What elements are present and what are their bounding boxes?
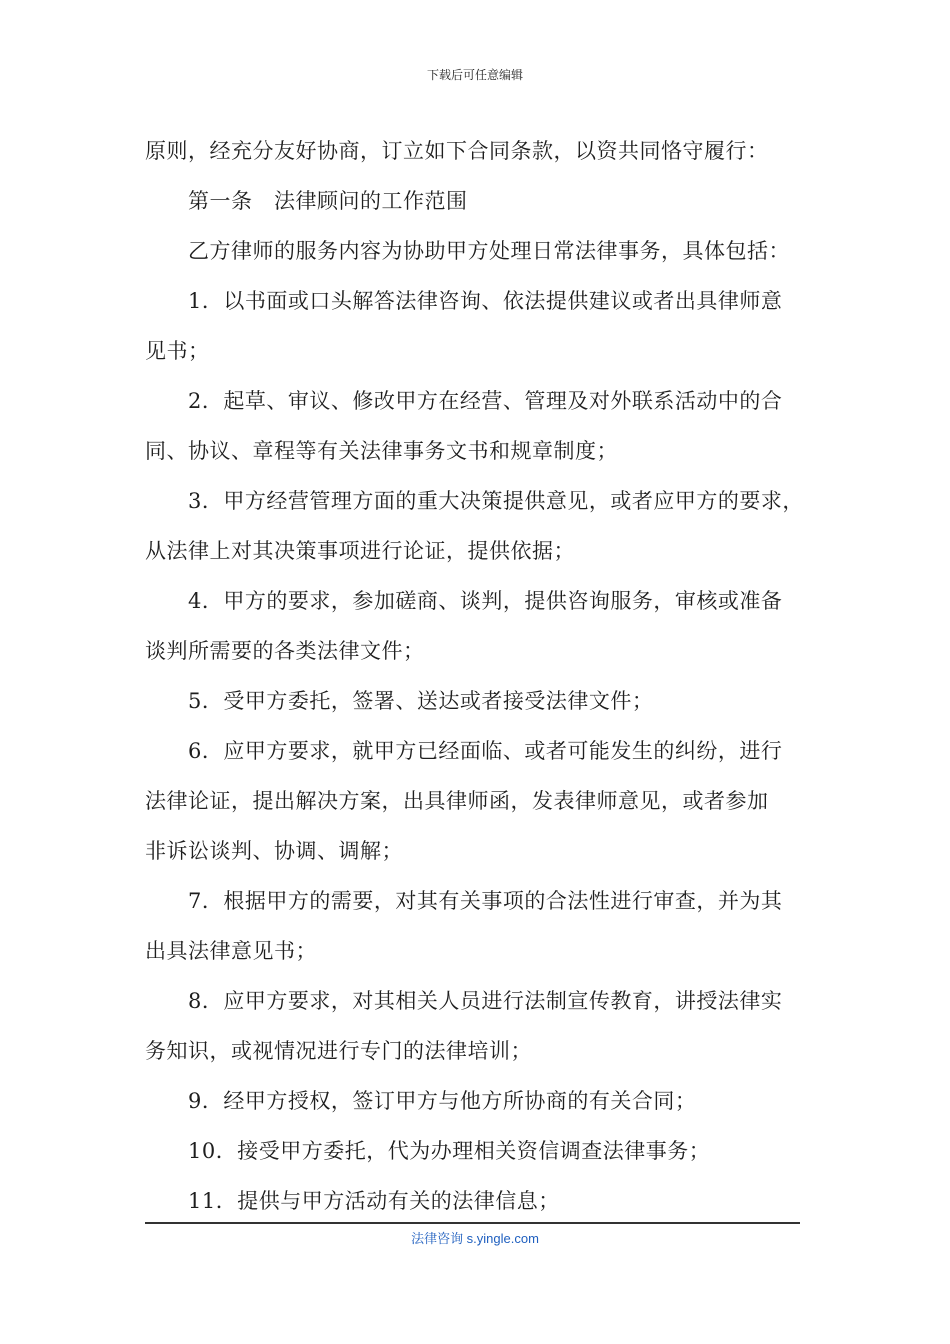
text-line: 务知识，或视情况进行专门的法律培训； xyxy=(145,1039,532,1063)
text-line: 出具法律意见书； xyxy=(145,939,317,963)
text-line: 见书； xyxy=(145,339,210,363)
text-line: 非诉讼谈判、协调、调解； xyxy=(145,839,403,863)
text-line: 第一条 法律顾问的工作范围 xyxy=(188,189,468,213)
text-line: 乙方律师的服务内容为协助甲方处理日常法律事务，具体包括： xyxy=(188,239,790,263)
page-header: 下载后可任意编辑 xyxy=(426,68,523,82)
document-body xyxy=(145,126,810,1226)
text-line: 原则，经充分友好协商，订立如下合同条款，以资共同恪守履行： xyxy=(145,139,769,163)
text-line: 3．甲方经营管理方面的重大决策提供意见，或者应甲方的要求， xyxy=(188,489,804,513)
text-line: 谈判所需要的各类法律文件； xyxy=(145,639,425,663)
footer-link[interactable]: 法律咨询 s.yingle.com xyxy=(411,1231,539,1246)
text-line: 4．甲方的要求，参加磋商、谈判，提供咨询服务，审核或准备 xyxy=(188,589,783,613)
text-line: 11．提供与甲方活动有关的法律信息； xyxy=(188,1189,560,1213)
text-line: 同、协议、章程等有关法律事务文书和规章制度； xyxy=(145,439,618,463)
text-line: 5．受甲方委托，签署、送达或者接受法律文件； xyxy=(188,689,654,713)
text-line: 1．以书面或口头解答法律咨询、依法提供建议或者出具律师意 xyxy=(188,289,783,313)
footer-divider xyxy=(145,1222,800,1224)
text-line: 从法律上对其决策事项进行论证，提供依据； xyxy=(145,539,575,563)
text-line: 6．应甲方要求，就甲方已经面临、或者可能发生的纠纷，进行 xyxy=(188,739,783,763)
text-line: 2．起草、审议、修改甲方在经营、管理及对外联系活动中的合 xyxy=(188,389,783,413)
text-line: 8．应甲方要求，对其相关人员进行法制宣传教育，讲授法律实 xyxy=(188,989,783,1013)
text-line: 法律论证，提出解决方案，出具律师函，发表律师意见，或者参加 xyxy=(145,789,769,813)
text-line: 10．接受甲方委托，代为办理相关资信调查法律事务； xyxy=(188,1139,711,1163)
text-line: 7．根据甲方的需要，对其有关事项的合法性进行审查，并为其 xyxy=(188,889,783,913)
text-line: 9．经甲方授权，签订甲方与他方所协商的有关合同； xyxy=(188,1089,697,1113)
